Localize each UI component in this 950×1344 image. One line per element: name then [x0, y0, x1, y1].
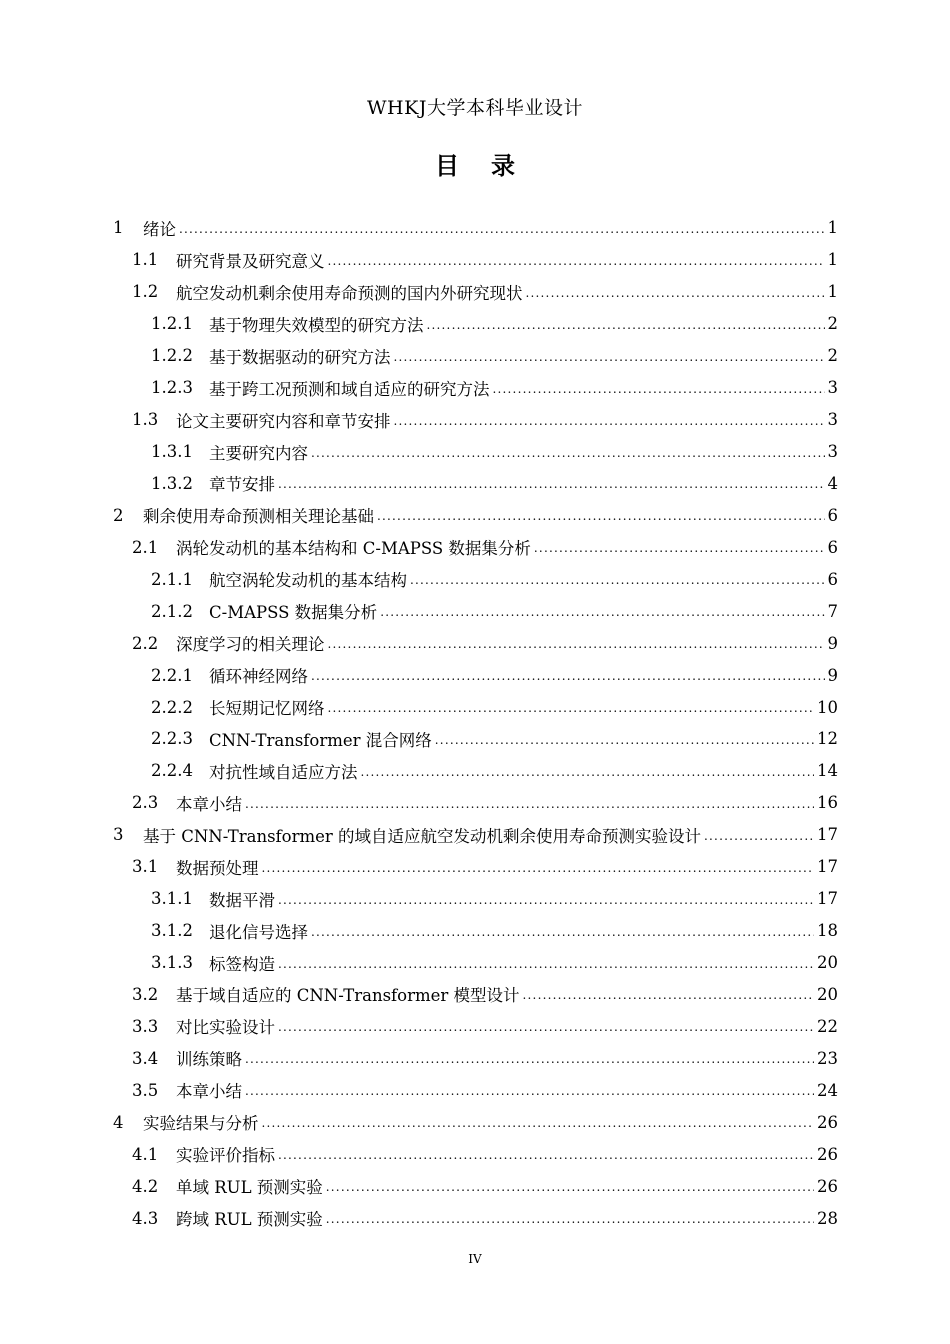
- toc-entry-page: 9: [827, 633, 838, 653]
- toc-entry-number: 1.2.2: [151, 346, 193, 366]
- toc-leader-dots: [278, 1144, 814, 1164]
- toc-entry-number: 2.3: [132, 793, 159, 813]
- toc-entry-number: 3.2: [132, 984, 159, 1004]
- toc-entry-title: 本章小结: [176, 794, 242, 814]
- toc-leader-dots: [311, 665, 825, 685]
- toc-entry-title: 深度学习的相关理论: [176, 635, 325, 655]
- toc-entry[interactable]: [113, 404, 838, 436]
- toc-entry-number: 1: [113, 218, 124, 238]
- toc-title: 目录: [435, 152, 547, 180]
- toc-entry-number: 1.3.2: [151, 473, 193, 493]
- toc-entry-number: 1.1: [132, 250, 159, 270]
- toc-leader-dots: [377, 505, 825, 525]
- toc-entry-title: 跨域 RUL 预测实验: [176, 1210, 323, 1230]
- toc-entry[interactable]: [113, 659, 838, 691]
- toc-leader-dots: [245, 1080, 814, 1100]
- toc-entry[interactable]: [113, 531, 838, 563]
- toc-entry-number: 2: [113, 505, 124, 525]
- toc-entry-number: 4.1: [132, 1144, 159, 1164]
- toc-entry-title: 循环神经网络: [209, 667, 308, 687]
- toc-entry-title: 数据预处理: [176, 858, 259, 878]
- toc-entry-page: 17: [817, 825, 838, 845]
- toc-leader-dots: [328, 633, 825, 653]
- toc-entry[interactable]: [113, 499, 838, 531]
- toc-entry[interactable]: [113, 436, 838, 468]
- toc-leader-dots: [278, 953, 814, 973]
- toc-leader-dots: [523, 984, 814, 1004]
- toc-entry-number: 1.2: [132, 282, 159, 302]
- toc-entry[interactable]: [113, 244, 838, 276]
- toc-leader-dots: [278, 889, 814, 909]
- toc-entry-title: 基于数据驱动的研究方法: [209, 347, 391, 367]
- toc-entry-page: 10: [817, 697, 838, 717]
- toc-entry-page: 26: [817, 1176, 838, 1196]
- toc-entry-number: 2.2: [132, 633, 159, 653]
- toc-leader-dots: [427, 314, 825, 334]
- toc-entry-page: 6: [827, 569, 838, 589]
- toc-leader-dots: [394, 410, 825, 430]
- toc-entry-page: 18: [817, 921, 838, 941]
- toc-entry-page: 2: [827, 346, 838, 366]
- toc-entry[interactable]: [113, 276, 838, 308]
- toc-entry-number: 3.1: [132, 857, 159, 877]
- toc-entry-page: 20: [817, 984, 838, 1004]
- toc-entry-title: 基于跨工况预测和域自适应的研究方法: [209, 379, 490, 399]
- running-header: WHKJ大学本科毕业设计: [367, 97, 583, 119]
- toc-entry[interactable]: [113, 915, 838, 947]
- toc-entry[interactable]: [113, 851, 838, 883]
- toc-entry-number: 3.1.3: [151, 953, 193, 973]
- toc-entry-number: 2.2.3: [151, 729, 193, 749]
- toc-leader-dots: [493, 378, 825, 398]
- toc-entry-title: 对比实验设计: [176, 1018, 275, 1038]
- toc-leader-dots: [526, 282, 825, 302]
- toc-entry-title: 长短期记忆网络: [209, 699, 325, 719]
- toc-entry[interactable]: [113, 308, 838, 340]
- toc-entry[interactable]: [113, 947, 838, 979]
- toc-entry-number: 3.4: [132, 1048, 159, 1068]
- toc-entry-page: 6: [827, 537, 838, 557]
- toc-leader-dots: [245, 793, 814, 813]
- toc-entry-number: 3.3: [132, 1016, 159, 1036]
- toc-entry-number: 1.2.1: [151, 314, 193, 334]
- toc-entry-title: 航空发动机剩余使用寿命预测的国内外研究现状: [176, 283, 523, 303]
- toc-entry-title: 绪论: [143, 219, 176, 239]
- toc-entry-number: 3: [113, 825, 124, 845]
- toc-entry-number: 1.3.1: [151, 442, 193, 462]
- toc-entry[interactable]: [113, 1010, 838, 1042]
- toc-entry[interactable]: [113, 691, 838, 723]
- toc-entry-page: 6: [827, 505, 838, 525]
- toc-entry[interactable]: [113, 979, 838, 1011]
- toc-leader-dots: [394, 346, 825, 366]
- toc-entry-title: 对抗性域自适应方法: [209, 762, 358, 782]
- toc-entry-page: 26: [817, 1144, 838, 1164]
- toc-entry-title: 单域 RUL 预测实验: [176, 1178, 323, 1198]
- toc-leader-dots: [262, 857, 815, 877]
- toc-leader-dots: [311, 921, 814, 941]
- toc-entry[interactable]: [113, 340, 838, 372]
- toc-entry-page: 12: [817, 729, 838, 749]
- toc-entry-title: 基于域自适应的 CNN-Transformer 模型设计: [176, 986, 520, 1006]
- toc-entry-title: 基于 CNN-Transformer 的域自适应航空发动机剩余使用寿命预测实验设计: [143, 826, 702, 846]
- toc-entry[interactable]: [113, 595, 838, 627]
- toc-entry[interactable]: [113, 1106, 838, 1138]
- toc-entry-page: 2: [827, 314, 838, 334]
- toc-entry-page: 23: [817, 1048, 838, 1068]
- toc-entry-page: 1: [827, 218, 838, 238]
- toc-entry[interactable]: [113, 755, 838, 787]
- toc-entry-title: 论文主要研究内容和章节安排: [176, 411, 391, 431]
- toc-entry-page: 28: [817, 1208, 838, 1228]
- toc-leader-dots: [326, 1176, 814, 1196]
- toc-entry-title: 实验评价指标: [176, 1146, 275, 1166]
- toc-entry[interactable]: [113, 627, 838, 659]
- toc-entry-page: 20: [817, 953, 838, 973]
- toc-entry-number: 2.2.1: [151, 665, 193, 685]
- toc-entry-number: 1.3: [132, 410, 159, 430]
- toc-entry-title: 涡轮发动机的基本结构和 C-MAPSS 数据集分析: [176, 539, 531, 559]
- toc-entry-number: 2.1.1: [151, 569, 193, 589]
- toc-entry-page: 22: [817, 1016, 838, 1036]
- toc-leader-dots: [245, 1048, 814, 1068]
- toc-leader-dots: [262, 1112, 815, 1132]
- toc-entry-page: 16: [817, 793, 838, 813]
- toc-entry-title: 主要研究内容: [209, 443, 308, 463]
- toc-leader-dots: [179, 218, 825, 238]
- toc-entry-page: 14: [817, 761, 838, 781]
- toc-entry-number: 4.3: [132, 1208, 159, 1228]
- toc-leader-dots: [435, 729, 814, 749]
- toc-entry-page: 7: [827, 601, 838, 621]
- toc-entry-title: 剩余使用寿命预测相关理论基础: [143, 507, 374, 527]
- toc-entry-title: 研究背景及研究意义: [176, 251, 325, 271]
- toc-entry[interactable]: [113, 1042, 838, 1074]
- toc-entry-number: 2.1: [132, 537, 159, 557]
- toc-entry-title: 训练策略: [176, 1050, 242, 1070]
- toc-entry-title: 数据平滑: [209, 890, 275, 910]
- toc-entry[interactable]: [113, 787, 838, 819]
- toc-entry-page: 17: [817, 889, 838, 909]
- toc-leader-dots: [278, 1016, 814, 1036]
- toc-entry-number: 3.5: [132, 1080, 159, 1100]
- toc-entry[interactable]: [113, 372, 838, 404]
- toc-entry-title: 航空涡轮发动机的基本结构: [209, 571, 407, 591]
- toc-entry-page: 24: [817, 1080, 838, 1100]
- toc-entry[interactable]: [113, 723, 838, 755]
- toc-entry-page: 3: [827, 410, 838, 430]
- toc-entry-page: 3: [827, 442, 838, 462]
- toc-leader-dots: [410, 569, 825, 589]
- toc-entry[interactable]: [113, 883, 838, 915]
- toc-leader-dots: [534, 537, 825, 557]
- toc-leader-dots: [361, 761, 815, 781]
- toc-leader-dots: [704, 825, 814, 845]
- toc-entry-page: 1: [827, 282, 838, 302]
- toc-entry[interactable]: [113, 1202, 838, 1234]
- toc-entry-title: 实验结果与分析: [143, 1114, 259, 1134]
- toc-entry-title: 基于物理失效模型的研究方法: [209, 315, 424, 335]
- toc-entry-page: 9: [827, 665, 838, 685]
- toc-leader-dots: [326, 1208, 814, 1228]
- toc-entry-title: CNN-Transformer 混合网络: [209, 730, 432, 750]
- toc-entry-page: 3: [827, 378, 838, 398]
- toc-entry-number: 2.1.2: [151, 601, 193, 621]
- toc-entry-number: 4.2: [132, 1176, 159, 1196]
- toc-leader-dots: [328, 697, 815, 717]
- toc-entry-title: 退化信号选择: [209, 922, 308, 942]
- toc-entry-page: 26: [817, 1112, 838, 1132]
- toc-entry[interactable]: [113, 1138, 838, 1170]
- toc-entry-title: C-MAPSS 数据集分析: [209, 603, 378, 623]
- toc-entry-page: 1: [827, 250, 838, 270]
- toc-entry[interactable]: [113, 1170, 838, 1202]
- toc-entry[interactable]: [113, 468, 838, 500]
- toc-entry-number: 4: [113, 1112, 124, 1132]
- toc-leader-dots: [311, 442, 825, 462]
- toc-leader-dots: [380, 601, 824, 621]
- toc-entry-number: 3.1.1: [151, 889, 193, 909]
- toc-entry[interactable]: [113, 212, 838, 244]
- page-number: IV: [468, 1252, 482, 1266]
- toc-entry-number: 3.1.2: [151, 921, 193, 941]
- toc-entry-title: 标签构造: [209, 954, 275, 974]
- toc-leader-dots: [278, 473, 825, 493]
- toc-entry-page: 4: [827, 473, 838, 493]
- table-of-contents: [113, 212, 838, 1234]
- toc-entry-number: 1.2.3: [151, 378, 193, 398]
- toc-entry-title: 本章小结: [176, 1082, 242, 1102]
- toc-entry[interactable]: [113, 819, 838, 851]
- toc-entry[interactable]: [113, 1074, 838, 1106]
- toc-entry[interactable]: [113, 563, 838, 595]
- toc-entry-page: 17: [817, 857, 838, 877]
- toc-entry-title: 章节安排: [209, 475, 275, 495]
- toc-entry-number: 2.2.2: [151, 697, 193, 717]
- toc-entry-number: 2.2.4: [151, 761, 193, 781]
- toc-leader-dots: [328, 250, 825, 270]
